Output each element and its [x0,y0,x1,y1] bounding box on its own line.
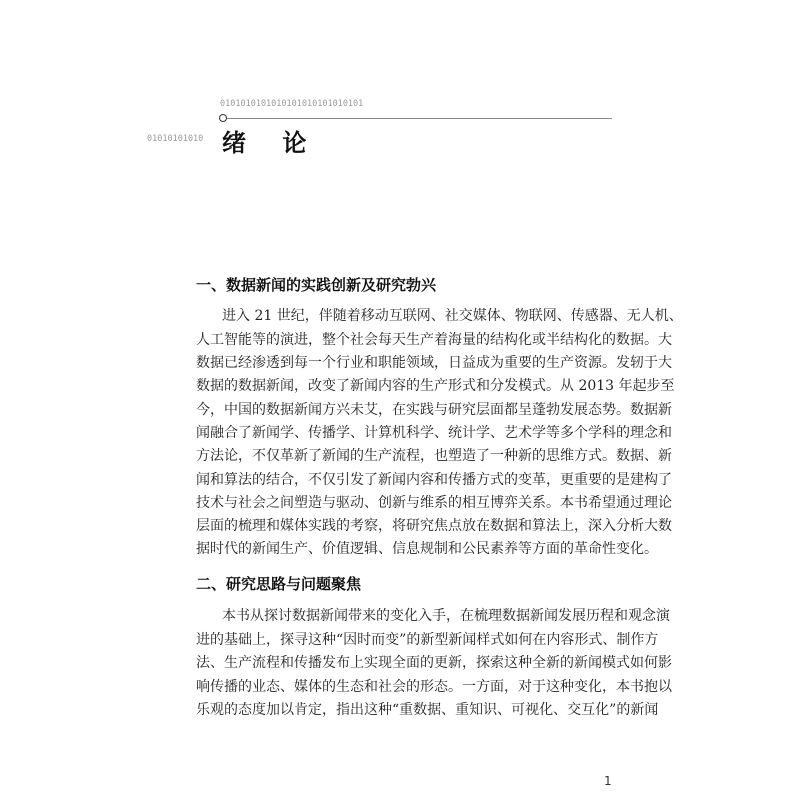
paragraph-line: 法、生产流程和传播发布上实现全面的更新，探索这种全新的新闻模式如何影 [196,655,672,671]
paragraph-line: 今，中国的数据新闻方兴未艾，在实践与研究层面都呈蓬勃发展态势。数据新 [196,402,672,418]
paragraph-line: 响传播的业态、媒体的生态和社会的形态。一方面，对于这种变化，本书抱以 [196,679,672,695]
paragraph-line: 本书从探讨数据新闻带来的变化入手，在梳理数据新闻发展历程和观念演 [222,608,670,624]
paragraph-line: 层面的梳理和媒体实践的考察，将研究焦点放在数据和算法上，深入分析大数 [196,518,672,534]
binary-decoration-left: 01010101010 [147,134,204,144]
paragraph-line: 闻融合了新闻学、传播学、计算机科学、统计学、艺术学等多个学科的理念和 [196,425,672,441]
section-heading-2: 二、研究思路与问题聚焦 [196,575,362,593]
page-number: 1 [604,774,612,788]
header-rule-dot [219,114,227,122]
paragraph-line: 进入 21 世纪，伴随着移动互联网、社交媒体、物联网、传感器、无人机、 [222,308,683,324]
chapter-title: 绪 论 [222,129,321,157]
paragraph-line: 数据的数据新闻，改变了新闻内容的生产形式和分发模式。从 2013 年起步至 [196,378,675,394]
paragraph-line: 据时代的新闻生产、价值逻辑、信息规制和公民素养等方面的革命性变化。 [196,541,658,557]
paragraph-line: 进的基础上，探寻这种“因时而变”的新型新闻样式如何在内容形式、制作方 [196,632,659,648]
paragraph-line: 闻和算法的结合，不仅引发了新闻内容和传播方式的变革，更重要的是建构了 [196,472,672,488]
paragraph-line: 数据已经渗透到每一个行业和职能领域，日益成为重要的生产资源。发轫于大 [196,355,672,371]
header-rule [224,118,612,119]
paragraph-line: 乐观的态度加以肯定，指出这种“重数据、重知识、可视化、交互化”的新闻 [196,702,659,718]
paragraph-line: 方法论，不仅革新了新闻的生产流程，也塑造了一种新的思维方式。数据、新 [196,448,672,464]
paragraph-line: 技术与社会之间塑造与驱动、创新与维系的相互博弈关系。本书希望通过理论 [196,495,672,511]
paragraph-line: 人工智能等的演进，整个社会每天生产着海量的结构化或半结构化的数据。大 [196,332,672,348]
section-heading-1: 一、数据新闻的实践创新及研究勃兴 [196,276,437,294]
binary-decoration-top: 0101010101010101010101010101 [220,99,364,109]
